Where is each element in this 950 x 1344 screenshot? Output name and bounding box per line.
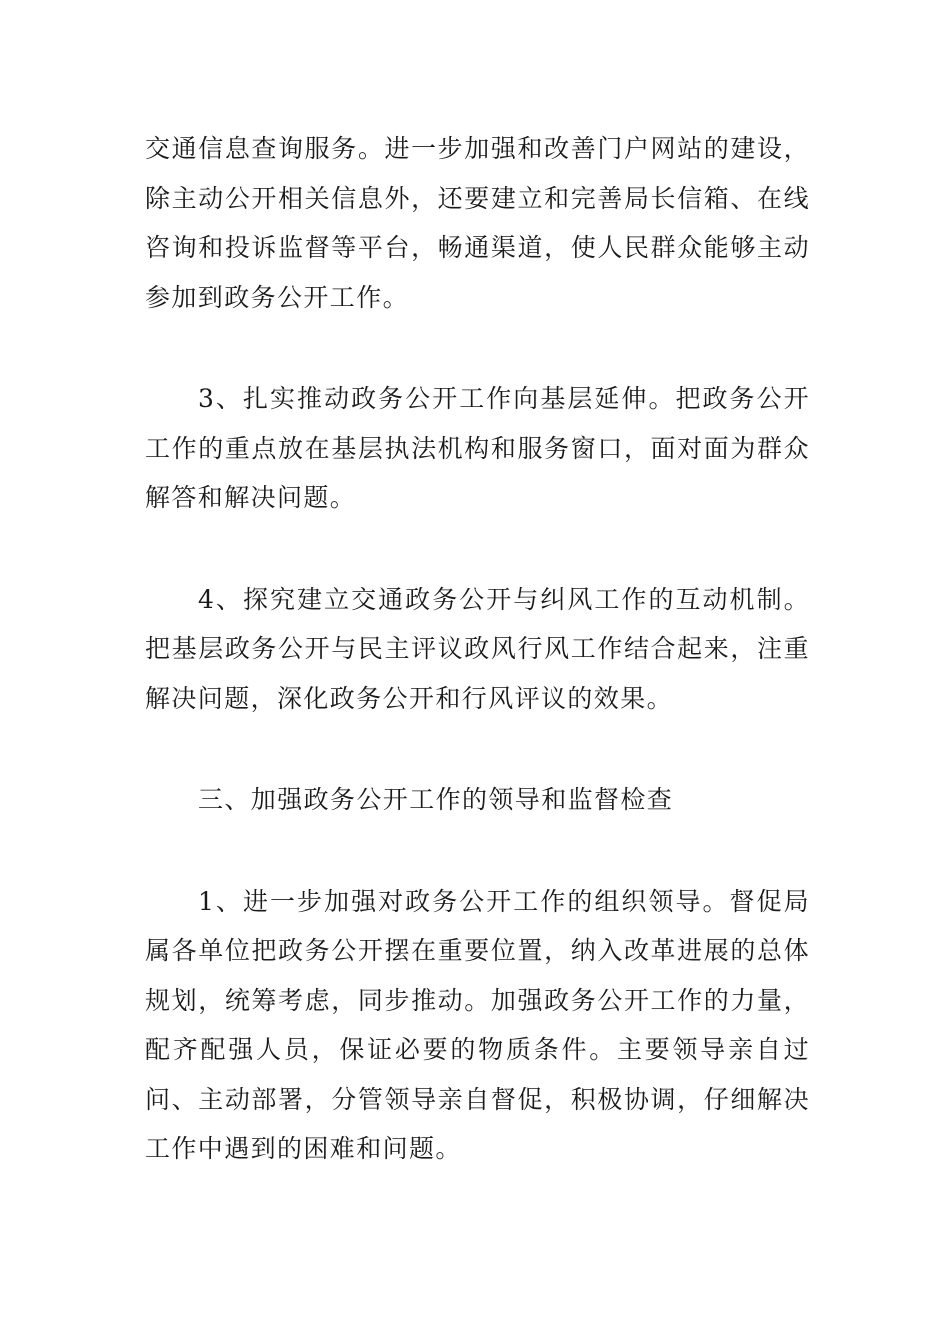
paragraph-gap [145, 825, 810, 877]
paragraph-gap [145, 322, 810, 374]
paragraph-5: 1、进一步加强对政务公开工作的组织领导。督促局属各单位把政务公开摆在重要位置，纳入改革进展的总体规划，统筹考虑，同步推动。加强政务公开工作的力量，配齐配强人员，保证必要的物质条件。主要领导亲自过问、主动部署，分管领导亲自督促，积极协调，仔细解决工作中遇到的困难和问题。 [145, 886, 810, 1163]
paragraph-gap [145, 723, 810, 775]
document-body [145, 124, 810, 1174]
paragraph-3: 4、探究建立交通政务公开与纠风工作的互动机制。把基层政务公开与民主评议政风行风工作结合起来，注重解决问题，深化政务公开和行风评议的效果。 [145, 584, 810, 713]
paragraph-gap [145, 523, 810, 575]
paragraph-2: 3、扎实推动政务公开工作向基层延伸。把政务公开工作的重点放在基层执法机构和服务窗口，面对面为群众解答和解决问题。 [145, 384, 810, 512]
paragraph-1: 交通信息查询服务。进一步加强和改善门户网站的建设，除主动公开相关信息外，还要建立和完善局长信箱、在线咨询和投诉监督等平台，畅通渠道，使人民群众能够主动参加到政务公开工作。 [145, 134, 810, 312]
section-heading: 三、加强政务公开工作的领导和监督检查 [198, 785, 674, 814]
